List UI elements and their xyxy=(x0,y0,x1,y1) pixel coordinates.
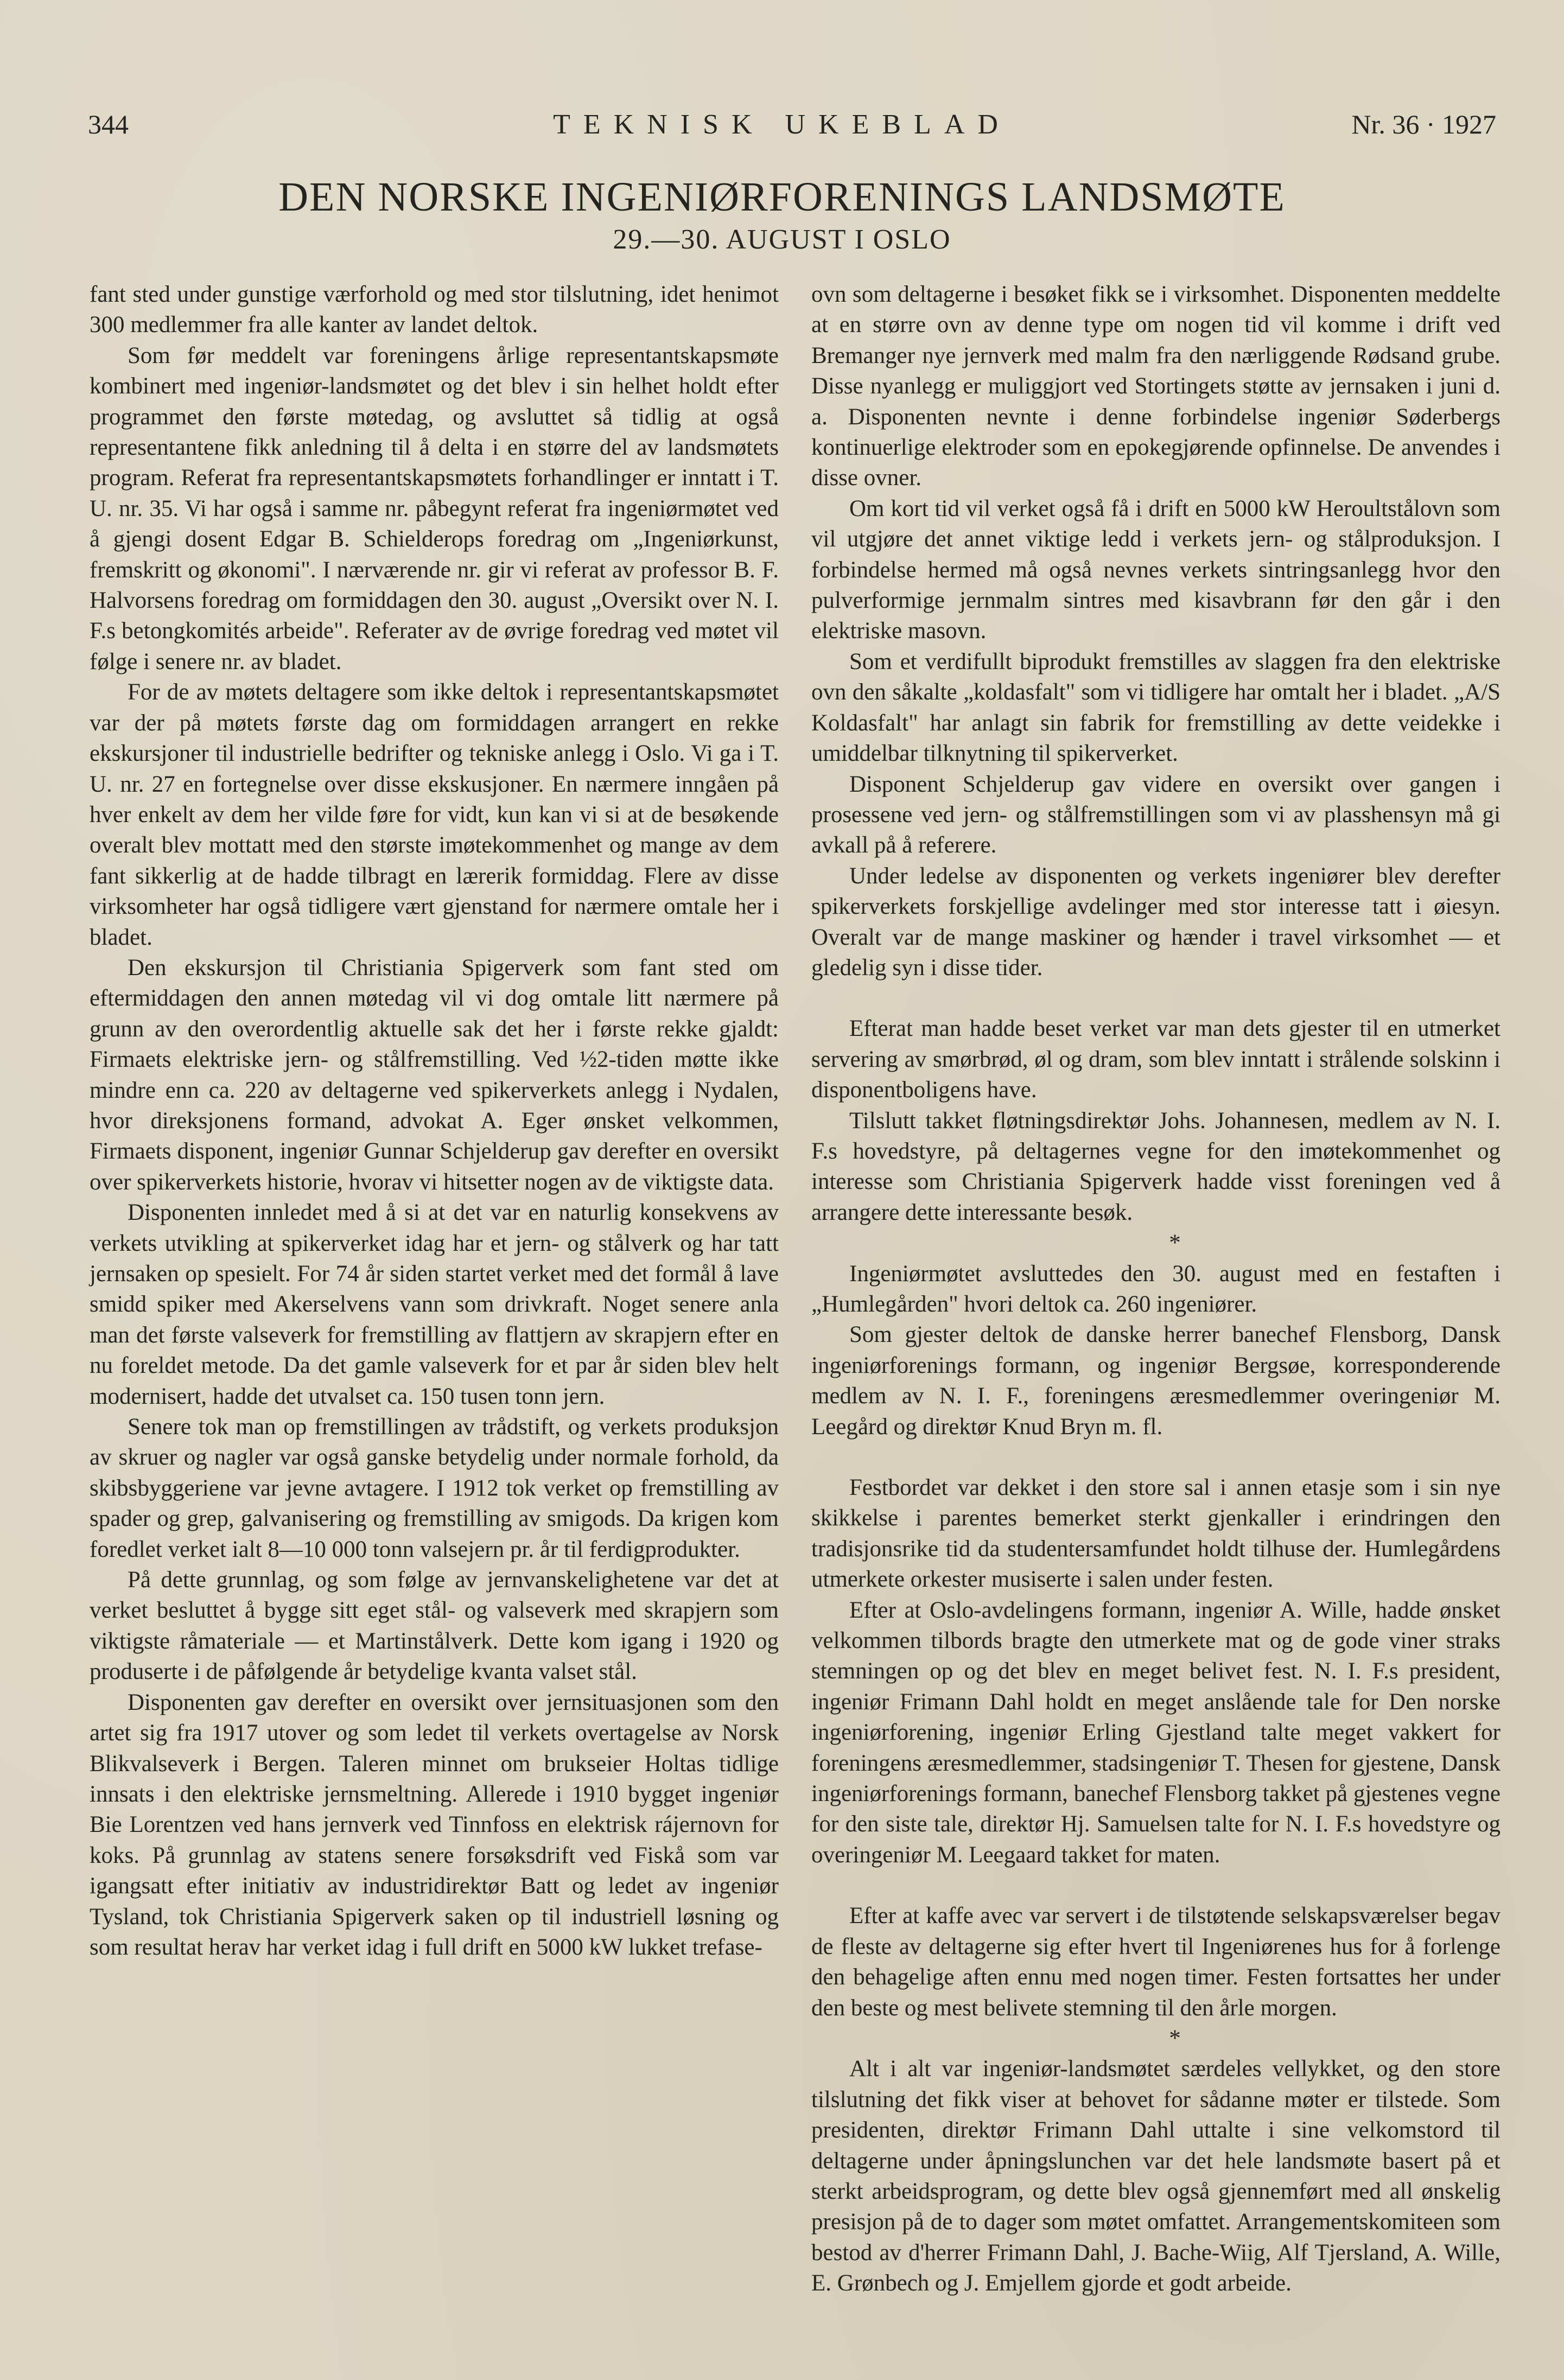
paragraph: Ingeniørmøtet avsluttedes den 30. august med en festaften i „Humlegården" hvori deltok ca. 260 ingeniører. xyxy=(811,1261,1501,1317)
paragraph: Som et verdifullt biprodukt fremstilles av slaggen fra den elektriske ovn den såkalte „koldasfalt" som vi tidligere har omtalt her i bladet. „A/S Koldasfalt" har anlagt sin fabrik for fremstilling av dette veidekke i umiddelbar tilknytning til spikerverket. xyxy=(811,648,1501,767)
left-column xyxy=(90,279,779,1963)
paragraph: Festbordet var dekket i den store sal i annen etasje som i sin nye skikkelse i parentes bemerket sterkt gjenkaller i erindringen den tradisjonsrike tid da studentersamfundet holdt tilhuse der. Humlegårdens utmerkete orkester musiserte i salen under festen. xyxy=(811,1475,1501,1593)
paragraph: Disponenten gav derefter en oversikt over jernsituasjonen som den artet sig fra 1917 utover og som ledet til verkets overtagelse av Norsk Blikvalseverk i Bergen. Taleren minnet om brukseier Holtas tidlige innsats i den elektriske jernsmeltning. Allerede i 1910 bygget ingeniør Bie Lorentzen ved hans jernverk ved Tinnfoss en elektrisk rájernovn for koks. På grunnlag av statens senere forsøksdrift ved Fiskå som var igangsatt efter initiativ av industridirektør Batt og ledet av ingeniør Tysland, tok Christiania Spigerverk saken op til industriell løsning og som resultat herav har verket idag i full drift en 5000 kW lukket trefase- xyxy=(90,1689,779,1960)
running-head xyxy=(0,109,1564,147)
paragraph: På dette grunnlag, og som følge av jernvanskelighetene var det at verket besluttet å bygge sitt eget stål- og valseverk med skrapjern som viktigste råmateriale — et Martinstålverk. Dette kom igang i 1920 og produserte i de påfølgende år betydelige kvanta valset stål. xyxy=(90,1567,779,1685)
article-subtitle: 29.—30. AUGUST I OSLO xyxy=(613,224,951,255)
paragraph: Under ledelse av disponenten og verkets ingeniører blev derefter spikerverkets forskjellige avdelinger med stor interesse tatt i øiesyn. Overalt var de mange maskiner og hænder i travel virksomhet — et gledelig syn i disse tider. xyxy=(811,863,1501,981)
issue-info: Nr. 36 · 1927 xyxy=(1351,109,1496,139)
paragraph: Efterat man hadde beset verket var man dets gjester til en utmerket servering av smørbrød, øl og dram, som blev inntatt i strålende solskinn i disponentboligens have. xyxy=(811,1016,1501,1103)
paragraph: Som gjester deltok de danske herrer banechef Flensborg, Dansk ingeniørforenings formann, og ingeniør Bergsøe, korresponderende medlem av N. I. F., foreningens æresmedlemmer overingeniør M. Leegård og direktør Knud Bryn m. fl. xyxy=(811,1322,1501,1440)
right-column xyxy=(811,279,1501,2299)
page-number: 344 xyxy=(88,109,129,139)
article-title: DEN NORSKE INGENIØRFORENINGS LANDSMØTE xyxy=(278,174,1286,220)
section-separator: * xyxy=(1169,2025,1181,2051)
journal-title: TEKNISK UKEBLAD xyxy=(553,109,1011,140)
paragraph: Senere tok man op fremstillingen av trådstift, og verkets produksjon av skruer og nagler var også ganske betydelig under normale forhold, da skibsbyggeriene var jevne avtagere. I 1912 tok verket op fremstilling av spader og grep, galvanisering og fremstilling av smigods. Da krigen kom foredlet verket ialt 8—10 000 tonn valsejern pr. år til ferdigprodukter. xyxy=(90,1414,779,1562)
paragraph: ovn som deltagerne i besøket fikk se i virksomhet. Disponenten meddelte at en større ovn av denne type om nogen tid vil komme i drift ved Bremanger nye jernverk med malm fra den nærliggende Rødsand grube. Disse nyanlegg er muliggjort ved Stortingets støtte av jernsaken i juni d. a. Disponenten nevnte i denne forbindelse ingeniør Søderbergs kontinuerlige elektroder som en epokegjørende opfinnelse. De anvendes i disse ovner. xyxy=(811,282,1501,491)
paragraph: Efter at Oslo-avdelingens formann, ingeniør A. Wille, hadde ønsket velkommen tilbords bragte den utmerkete mat og de gode viner straks stemningen op og det blev en meget belivet fest. N. I. F.s president, ingeniør Frimann Dahl holdt en meget anslående tale for Den norske ingeniørforening, ingeniør Erling Gjestland talte meget vakkert for foreningens æresmedlemmer, stadsingeniør T. Thesen for gjestene, Dansk ingeniørforenings formann, banechef Flensborg takket på gjestenes vegne for den siste tale, direktør Hj. Samuelsen talte for N. I. F.s hovedstyre og overingeniør M. Leegaard takket for maten. xyxy=(811,1597,1501,1868)
paragraph: Tilslutt takket fløtningsdirektør Johs. Johannesen, medlem av N. I. F.s hovedstyre, på deltagernes vegne for den imøtekommenhet og interesse som Christiania Spigerverk hadde visst foreningen ved å arrangere dette interessante besøk. xyxy=(811,1108,1501,1225)
paragraph: Disponenten innledet med å si at det var en naturlig konsekvens av verkets utvikling at spikerverket idag har et jern- og stålverk og har tatt jernsaken op spesielt. For 74 år siden startet verket med det formål å lave smidd spiker med Akerselvens vann som drivkraft. Noget senere anla man det første valseverk for fremstilling av flattjern av skrapjern efter en nu foreldet metode. Da det gamle valseverk for et par år siden blev helt modernisert, hadde det utvalset ca. 150 tusen tonn jern. xyxy=(90,1200,779,1409)
paragraph: Alt i alt var ingeniør-landsmøtet særdeles vellykket, og den store tilslutning det fikk viser at behovet for sådanne møter er tilstede. Som presidenten, direktør Frimann Dahl uttalte i sine velkomstord til deltagerne under åpningslunchen var det hele landsmøte basert på et sterkt arbeidsprogram, og dette blev også gjennemført med all ønskelig presisjon på de to dager som møtet omfattet. Arrangementskomiteen som bestod av d'herrer Frimann Dahl, J. Bache-Wiig, Alf Tjersland, A. Wille, E. Grønbech og J. Emjellem gjorde et godt arbeide. xyxy=(811,2056,1501,2296)
paragraph: fant sted under gunstige værforhold og med stor tilslutning, idet henimot 300 medlemmer fra alle kanter av landet deltok. xyxy=(90,282,779,338)
section-separator: * xyxy=(1169,1230,1181,1256)
paragraph: For de av møtets deltagere som ikke deltok i representantskapsmøtet var der på møtets første dag om formiddagen arrangert en rekke ekskursjoner til industrielle bedrifter og tekniske anlegg i Oslo. Vi ga i T. U. nr. 27 en fortegnelse over disse ekskusjoner. En nærmere inngåen på hver enkelt av dem her vilde føre for vidt, kun kan vi si at de besøkende overalt blev mottatt med den største imøtekommenhet og mange av dem fant sikkerlig at de hadde tilbragt en lærerik formiddag. Flere av disse virksomheter har også tidligere vært gjenstand for nærmere omtale her i bladet. xyxy=(90,679,779,950)
paragraph: Den ekskursjon til Christiania Spigerverk som fant sted om eftermiddagen den annen møtedag vil vi dog omtale litt nærmere på grunn av den overordentlig aktuelle sak det her i første rekke gjaldt: Firmaets elektriske jern- og stålfremstilling. Ved ½2-tiden møtte ikke mindre enn ca. 220 av deltagerne ved spikerverkets anlegg i Nydalen, hvor direksjonens formand, advokat A. Eger ønsket velkommen, Firmaets disponent, ingeniør Gunnar Schjelderup gav derefter en oversikt over spikerverkets historie, hvorav vi hitsetter nogen av de viktigste data. xyxy=(90,954,779,1195)
paragraph: Som før meddelt var foreningens årlige representantskapsmøte kombinert med ingeniør-landsmøtet og det blev i sin helhet holdt efter programmet den første møtedag, og avsluttet så tidlig at også representantene fikk anledning til å delta i en større del av landsmøtets program. Referat fra representantskapsmøtets forhandlinger er inntatt i T. U. nr. 35. Vi har også i samme nr. påbegynt referat fra ingeniørmøtet ved å gjengi dosent Edgar B. Schielderops foredrag om „Ingeniørkunst, fremskritt og økonomi". I nærværende nr. gir vi referat av professor B. F. Halvorsens foredrag om formiddagen den 30. august „Oversikt over N. I. F.s betongkomités arbeide". Referater av de øvrige foredrag ved møtet vil følge i senere nr. av bladet. xyxy=(90,342,779,674)
paragraph: Om kort tid vil verket også få i drift en 5000 kW Heroultstålovn som vil utgjøre det annet viktige ledd i verkets jern- og stålproduksjon. I forbindelse hermed må også nevnes verkets sintringsanlegg hvor den pulverformige jernmalm sintres med kisavbrann før den går i den elektriske masovn. xyxy=(811,495,1501,644)
paragraph: Disponent Schjelderup gav videre en oversikt over gangen i prosessene ved jern- og stålfremstillingen som vi av plasshensyn må gi avkall på å referere. xyxy=(811,771,1501,858)
paragraph: Efter at kaffe avec var servert i de tilstøtende selskapsværelser begav de fleste av deltagerne sig efter hvert til Ingeniørenes hus for å forlenge den behagelige aften ennu med nogen timer. Festen fortsattes her under den beste og mest belivete stemning til den årle morgen. xyxy=(811,1903,1501,2021)
